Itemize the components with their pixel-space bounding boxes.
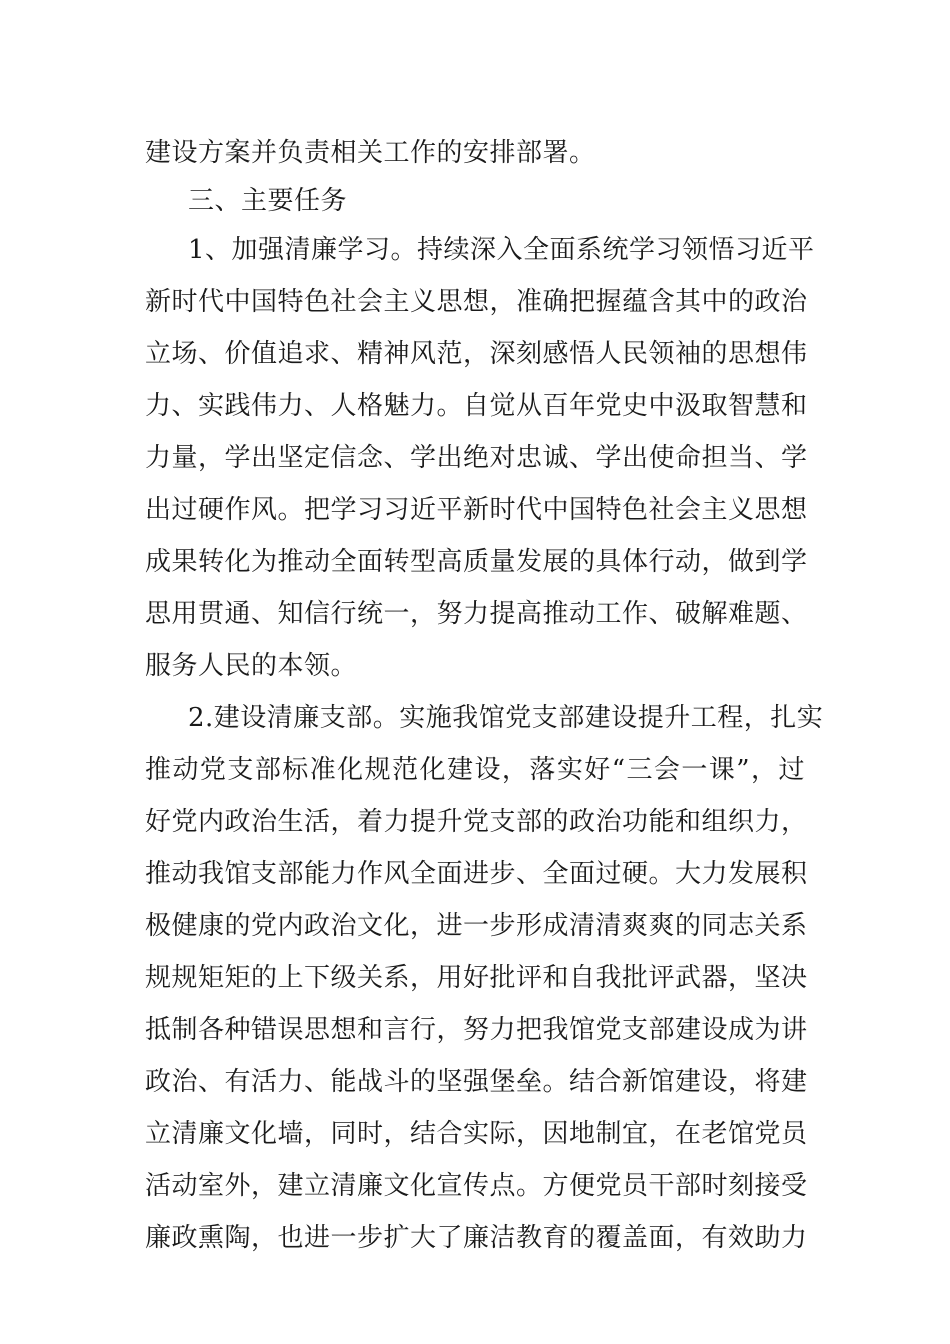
text-line-11: 服务人民的本领。 xyxy=(145,651,358,681)
section-heading: 三、主要任务 xyxy=(188,186,348,216)
text-line-1: 建设方案并负责相关工作的安排部署。 xyxy=(145,138,596,168)
text-line-21: 活动室外，建立清廉文化宣传点。方便党员干部时刻接受 xyxy=(145,1171,808,1201)
text-line-6: 力、实践伟力、人格魅力。自觉从百年党史中汲取智慧和 xyxy=(145,391,808,421)
text-line-16: 极健康的党内政治文化，进一步形成清清爽爽的同志关系 xyxy=(145,911,808,941)
text-line-19: 政治、有活力、能战斗的坚强堡垒。结合新馆建设，将建 xyxy=(145,1067,808,1097)
text-line-15: 推动我馆支部能力作风全面进步、全面过硬。大力发展积 xyxy=(145,859,808,889)
text-line-13: 推动党支部标准化规范化建设，落实好“三会一课”，过 xyxy=(145,755,805,785)
text-line-18: 抵制各种错误思想和言行，努力把我馆党支部建设成为讲 xyxy=(145,1015,808,1045)
text-line-14: 好党内政治生活，着力提升党支部的政治功能和组织力， xyxy=(145,807,808,837)
text-line-3: 1、加强清廉学习。持续深入全面系统学习领悟习近平 xyxy=(188,235,815,265)
text-line-20: 立清廉文化墙，同时，结合实际，因地制宜，在老馆党员 xyxy=(145,1119,808,1149)
text-line-5: 立场、价值追求、精神风范，深刻感悟人民领袖的思想伟 xyxy=(145,339,808,369)
text-line-8: 出过硬作风。把学习习近平新时代中国特色社会主义思想 xyxy=(145,495,808,525)
text-line-4: 新时代中国特色社会主义思想，准确把握蕴含其中的政治 xyxy=(145,287,808,317)
text-line-10: 思用贯通、知信行统一，努力提高推动工作、破解难题、 xyxy=(145,599,808,629)
text-line-12: 2.建设清廉支部。实施我馆党支部建设提升工程，扎实 xyxy=(188,703,824,733)
text-line-22: 廉政熏陶，也进一步扩大了廉洁教育的覆盖面，有效助力 xyxy=(145,1223,808,1253)
text-line-7: 力量，学出坚定信念、学出绝对忠诚、学出使命担当、学 xyxy=(145,443,808,473)
text-line-9: 成果转化为推动全面转型高质量发展的具体行动，做到学 xyxy=(145,547,808,577)
text-line-17: 规规矩矩的上下级关系，用好批评和自我批评武器，坚决 xyxy=(145,963,808,993)
